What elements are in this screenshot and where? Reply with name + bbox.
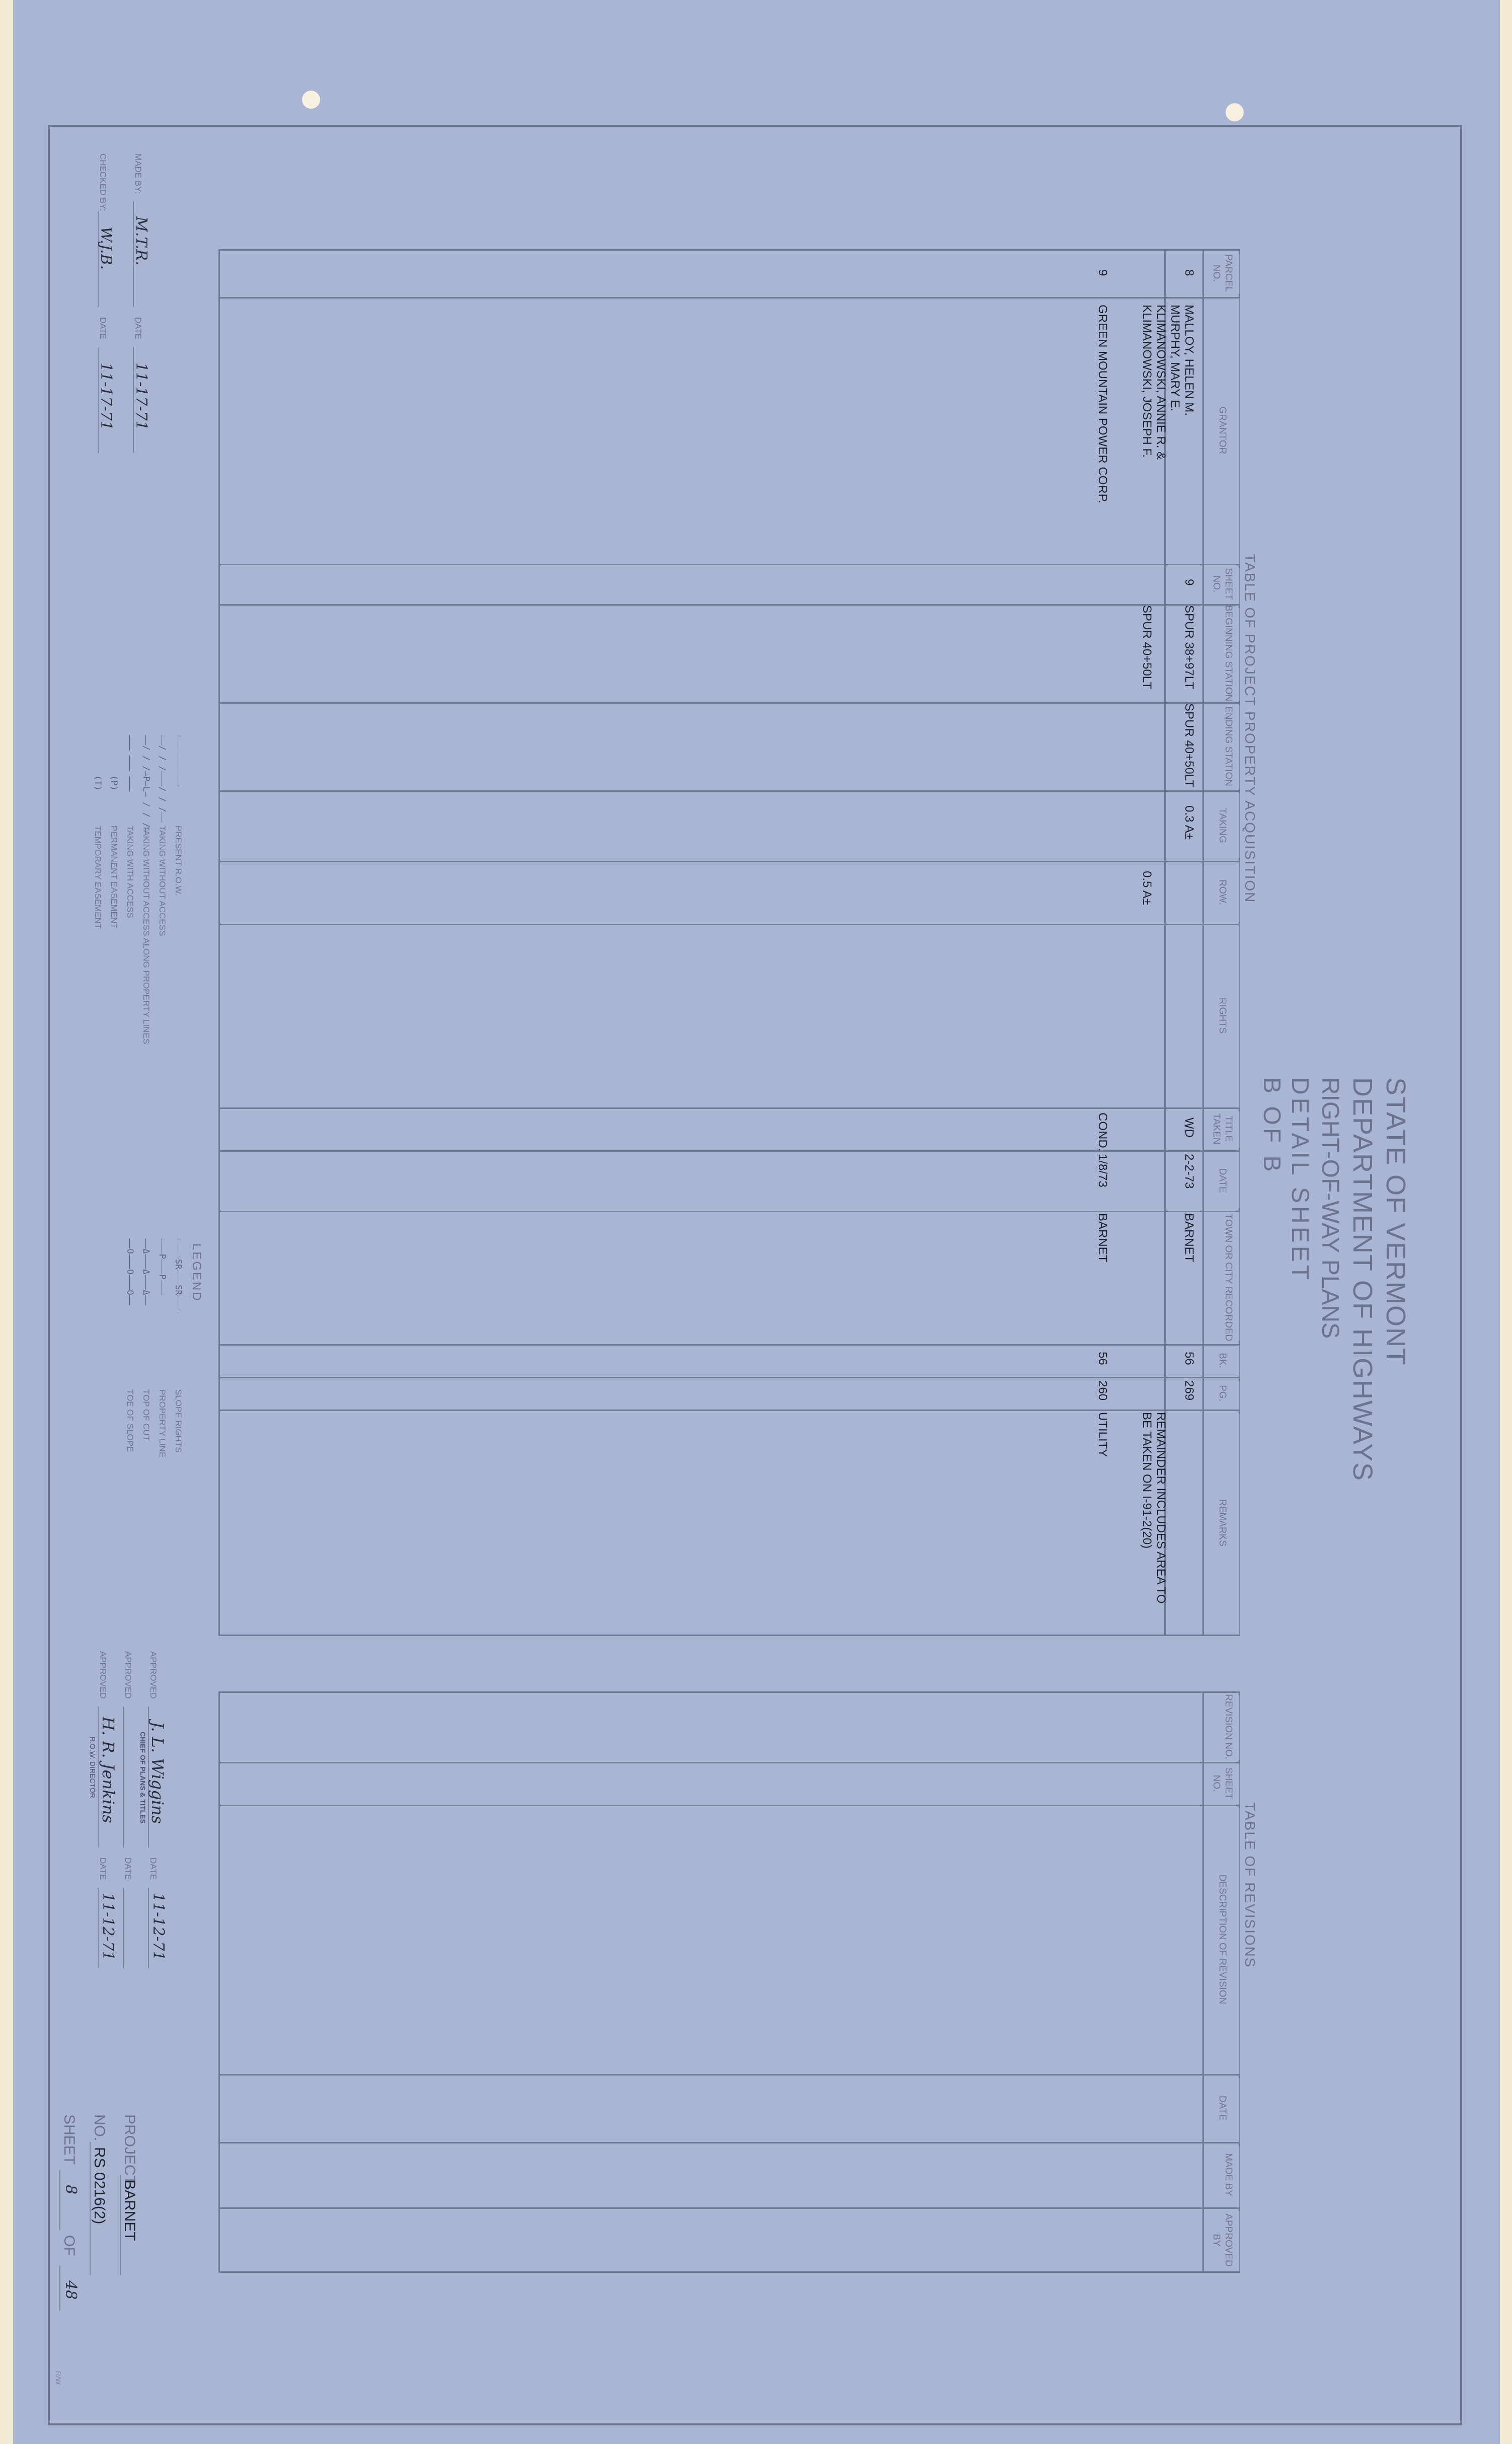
taking-area: 0.3 A±: [1182, 805, 1196, 840]
grantor-line: KLIMANOWSKI, JOSEPH F.: [1140, 305, 1154, 458]
total-sheets: 48: [62, 2280, 80, 2300]
legend-permanent-easement: PERMANENT EASEMENT: [109, 826, 119, 929]
checked-by-date: 11-17-71: [97, 362, 115, 430]
title-taken: COND.: [1096, 1113, 1109, 1152]
temporary-easement-mark: (T): [93, 775, 103, 791]
grantor-line: MALLOY, HELEN M.: [1182, 305, 1196, 416]
sheet-number: 9: [1182, 579, 1196, 586]
project-label: PROJECT: [121, 2114, 138, 2185]
sheet-label: SHEET: [61, 2114, 78, 2165]
column-divider: [218, 861, 1240, 862]
remarks-line: REMAINDER INCLUDES AREA TO: [1154, 1412, 1168, 1604]
deed-date: 1/8/73: [1096, 1154, 1109, 1188]
column-divider: [218, 2207, 1240, 2209]
acquisition-table: [218, 249, 1240, 1636]
column-divider: [218, 1344, 1240, 1346]
header-date: DATE: [1217, 2095, 1228, 2121]
approval-title: R.O.W. DIRECTOR: [89, 1737, 97, 1798]
approval-label: APPROVED: [98, 1651, 108, 1699]
legend-taking-with-access: TAKING WITH ACCESS: [125, 826, 135, 918]
header-rights: RIGHTS: [1217, 997, 1228, 1034]
column-divider: [218, 297, 1240, 299]
column-divider: [218, 1762, 1240, 1763]
table-header-divider: [1202, 249, 1204, 1636]
department-title: DEPARTMENT OF HIGHWAYS: [1347, 1077, 1378, 1482]
grantor-line: GREEN MOUNTAIN POWER CORP.: [1096, 305, 1109, 504]
plan-type-title: RIGHT-OF-WAY PLANS: [1317, 1077, 1343, 1339]
column-divider: [218, 790, 1240, 792]
town-recorded: BARNET: [1096, 1213, 1109, 1263]
checked-by-date-label: DATE: [98, 317, 108, 340]
book-number: 56: [1096, 1352, 1109, 1365]
header-sheet-no: SHEET NO.: [1211, 1767, 1234, 1800]
made-by-date: 11-17-71: [132, 362, 150, 430]
approval-label: APPROVED: [148, 1651, 158, 1699]
grantor-line: MURPHY, MARY E.: [1168, 305, 1182, 412]
header-approved-by: APPROVED BY: [1211, 2213, 1234, 2267]
header-made-by: MADE BY: [1223, 2153, 1234, 2196]
approval-date: 11-12-71: [149, 1893, 167, 1961]
column-divider: [218, 1805, 1240, 1806]
approval-signature: H. R. Jenkins: [99, 1717, 118, 1823]
header-parcel-no: PARCEL NO.: [1211, 254, 1234, 292]
legend-toe-of-slope: TOE OF SLOPE: [125, 1389, 135, 1452]
header-grantor: GRANTOR: [1217, 406, 1228, 455]
header-row: ROW.: [1217, 879, 1228, 905]
header-title-taken: TITLE TAKEN: [1211, 1113, 1234, 1145]
made-by-initials: M.T.R.: [132, 216, 150, 266]
header-town-recorded: TOWN OR CITY RECORDED: [1223, 1213, 1234, 1342]
sheet-number: 8: [62, 2185, 80, 2195]
sheet-code: B OF B: [1258, 1077, 1285, 1175]
beginning-station: SPUR 40+50LT: [1140, 605, 1154, 689]
corner-mark: R/W: [54, 2371, 62, 2385]
header-beginning-station: BEGINNING STATION: [1223, 605, 1234, 702]
column-divider: [218, 1377, 1240, 1378]
remarks-line: BE TAKEN ON I-91-2(20): [1140, 1412, 1154, 1549]
column-divider: [218, 1150, 1240, 1152]
legend-present-row: PRESENT R.O.W.: [174, 826, 183, 896]
detail-title: DETAIL SHEET: [1287, 1077, 1313, 1283]
deed-date: 2-2-73: [1182, 1154, 1196, 1189]
revisions-table: [218, 1691, 1240, 2273]
approval-date-label: DATE: [98, 1858, 108, 1880]
header-bk: BK.: [1217, 1353, 1228, 1368]
legend-temporary-easement: TEMPORARY EASEMENT: [93, 826, 103, 929]
header-sheet-no: SHEET NO.: [1211, 568, 1234, 600]
approval-date-label: DATE: [148, 1858, 158, 1880]
acquisition-table-title: TABLE OF PROJECT PROPERTY ACQUISITION: [1242, 554, 1258, 904]
column-divider: [218, 1107, 1240, 1109]
header-taking: TAKING: [1217, 808, 1228, 843]
column-divider: [218, 564, 1240, 565]
approval-date-label: DATE: [123, 1858, 133, 1880]
header-revision-no: REVISION NO.: [1223, 1694, 1234, 1759]
approval-title: CHIEF OF PLANS & TITLES: [139, 1732, 147, 1824]
property-line-mark: P: [157, 1253, 167, 1259]
of-label: OF: [61, 2235, 78, 2256]
header-pg: PG.: [1217, 1385, 1228, 1401]
revisions-table-title: TABLE OF REVISIONS: [1242, 1802, 1258, 1968]
project-name: BARNET: [121, 2180, 138, 2241]
legend-top-of-cut: TOP OF CUT: [141, 1389, 151, 1441]
made-by-date-label: DATE: [133, 317, 143, 340]
state-title: STATE OF VERMONT: [1381, 1077, 1411, 1366]
column-divider: [218, 2074, 1240, 2076]
checked-by-label: CHECKED BY:: [98, 154, 108, 211]
legend-taking-without-access: TAKING WITHOUT ACCESS: [158, 826, 167, 936]
permanent-easement-mark: (P): [109, 775, 119, 791]
column-divider: [218, 1211, 1240, 1212]
legend-taking-along-property: TAKING WITHOUT ACCESS ALONG PROPERTY LINES: [141, 826, 151, 1045]
header-date: DATE: [1217, 1168, 1228, 1193]
slope-rights-mark: SR: [173, 1258, 183, 1270]
ending-station: SPUR 40+50LT: [1182, 703, 1196, 787]
book-number: 56: [1182, 1352, 1196, 1365]
approval-signature: J. L. Wiggins: [148, 1722, 167, 1824]
table-header-divider: [1202, 1691, 1204, 2273]
beginning-station: SPUR 38+97LT: [1182, 605, 1196, 689]
approval-date: 11-12-71: [99, 1893, 117, 1961]
grantor-line: KLIMANOWSKI, ANNIE R. &: [1154, 305, 1168, 460]
title-taken: WD: [1182, 1118, 1196, 1138]
header-description: DESCRIPTION OF REVISION: [1217, 1874, 1228, 2005]
legend-slope-rights: SLOPE RIGHTS: [174, 1389, 183, 1453]
parcel-number: 9: [1096, 269, 1109, 276]
parcel-number: 8: [1182, 269, 1196, 276]
town-recorded: BARNET: [1182, 1213, 1196, 1263]
column-divider: [218, 604, 1240, 606]
legend-title: LEGEND: [190, 1243, 203, 1302]
remarks-line: UTILITY: [1096, 1412, 1109, 1457]
page-number: 269: [1182, 1380, 1196, 1401]
page-number: 260: [1096, 1380, 1109, 1401]
made-by-label: MADE BY:: [133, 154, 143, 194]
column-divider: [218, 2142, 1240, 2143]
rotated-drawing: STATE OF VERMONT DEPARTMENT OF HIGHWAYS RIGHT-OF-WAY PLANS DETAIL SHEET B OF B TABLE OF PROJECT PROPERTY ACQUISITION PARCEL NO. GRANTOR SHEET NO. BEGINNING STATION ENDING STATION TAKING ROW. RIGHTS TITLE TAKEN DATE TOWN OR CITY RECORDED BK. PG. REMARKS 8 MALLOY, HELEN M. MURPHY, MARY E. KLIMANOWSKI, ANNIE R. & KLIMANOWSKI, JOSEPH F. 9 SPUR 38+97LT SPUR 40+50LT SPUR 40+50LT 0.3 A± 0.5 A± WD 2-2-73 BARNET 56 269 REMAINDER INCLUDES AREA TO BE TAKEN ON I-91-2(20) 9 GREEN MOUNTAIN POWER CORP. COND. 1/8/73 BARNET 56 260 UTILITY TABLE OF REVISIONS REVISION NO. SHEET NO. DESCRIPTION OF REVISION DATE MADE BY APPROVED BY LEGEND —————————— PRESENT R.O.W. ——/ / /———/ / /—— TAKING WITHOUT ACCESS ——/ / /—P—L— / / /— TAKING WITHOUT ACCESS ALONG PROPERTY LINES ——— ——— ——— TAKING WITH ACCESS (P) PERMANENT EASEMENT (T) TEMPORARY EASEMENT ————SR———SR——— SLOPE RIGHTS ———P———P——— PROPERTY LINE ——Δ———Δ———Δ—— TOP OF CUT ——O———O———O—— TOE OF SLOPE MADE BY: M.T.R. DATE 11-17-71 CHECKED BY: W.J.B. DATE 11-17-71 APPROVED J. L. Wiggins CHIEF OF PLANS & TITLES DATE 11-12-71 APPROVED DATE APPROVED H. R. Jenkins R.O.W. DIRECTOR DATE 11-12-71 PROJECT BARNET NO. RS 0216(2) SHEET 8 OF 48 R/W: [54, 154, 1411, 2385]
header-ending-station: ENDING STATION: [1223, 706, 1234, 786]
project-number: RS 0216(2): [91, 2147, 108, 2225]
legend-property-line: PROPERTY LINE: [158, 1389, 167, 1458]
checked-by-initials: W.J.B.: [97, 227, 115, 270]
row-area: 0.5 A±: [1140, 871, 1154, 905]
approval-label: APPROVED: [123, 1651, 133, 1699]
column-divider: [218, 702, 1240, 704]
project-number-label: NO.: [91, 2114, 108, 2141]
column-divider: [218, 1410, 1240, 1411]
header-remarks: REMARKS: [1217, 1499, 1228, 1546]
column-divider: [218, 924, 1240, 925]
